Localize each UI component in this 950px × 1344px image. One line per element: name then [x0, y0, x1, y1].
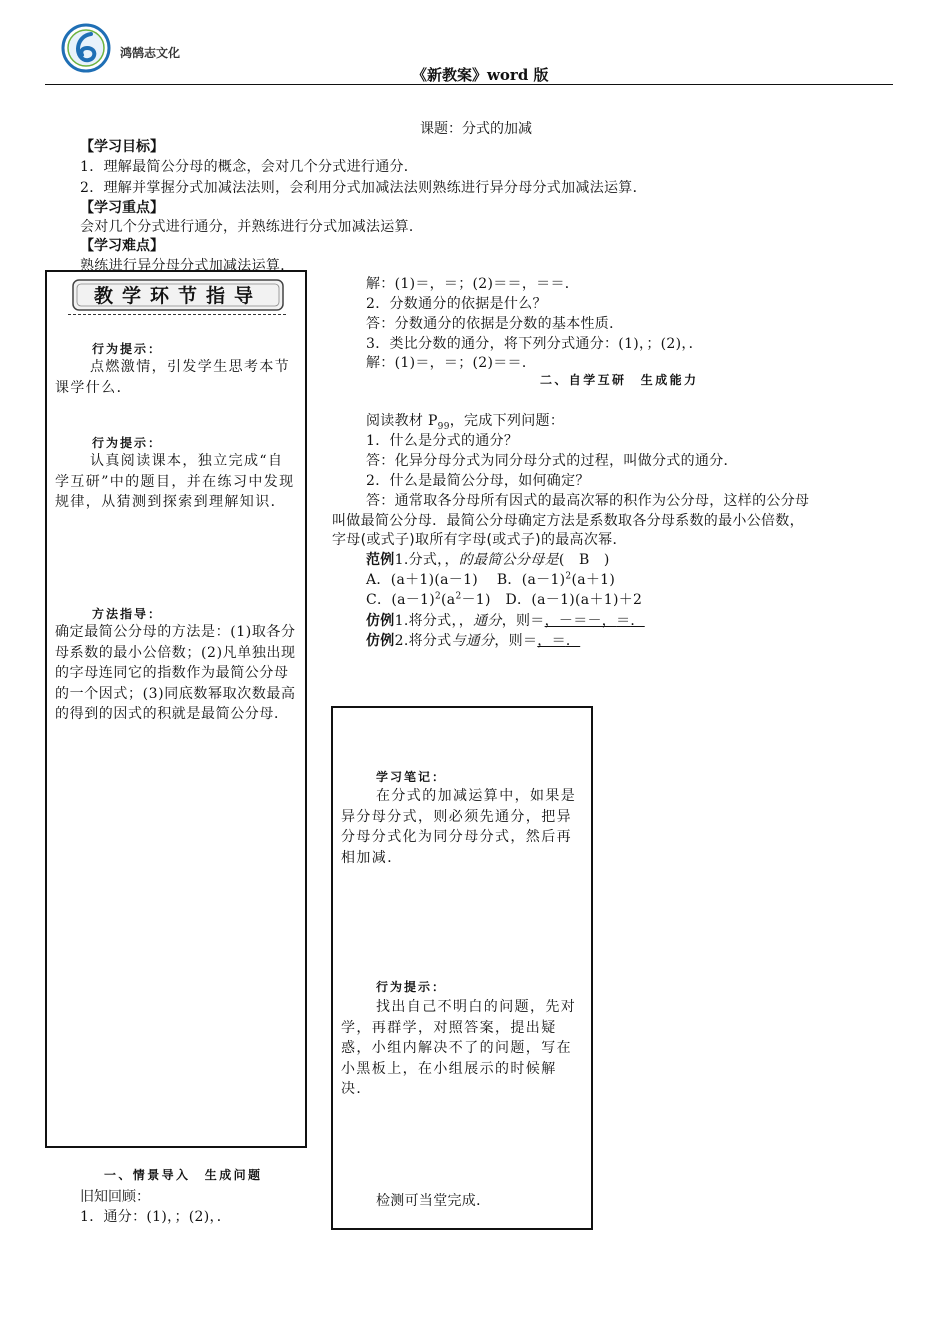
key-heading: 【学习重点】: [80, 200, 164, 216]
tip-heading: 行为提示：: [376, 980, 447, 994]
practice-text: 通分: [473, 613, 502, 629]
section-heading: 一、情景导入 生成问题: [104, 1168, 263, 1182]
method-heading: 方法指导：: [92, 607, 163, 621]
question-text: 2．什么是最简公分母，如何确定？: [366, 473, 590, 489]
practice-line: [366, 610, 645, 630]
option-text: (a: [441, 592, 456, 608]
option-text: (a＋1): [571, 572, 616, 588]
answer-text: 答：化异分母分式为同分母分式的过程，叫做分式的通分．: [366, 453, 738, 469]
banner-divider: [68, 314, 286, 315]
example-line: [366, 549, 610, 569]
practice-blank: －，: [587, 613, 617, 629]
exponent: 2: [565, 571, 572, 582]
option-label: C．: [366, 592, 392, 608]
tip-text: 认真阅读课本，独立完成“自学互研”中的题目，并在练习中发现规律，从猜测到探索到理解知识．: [55, 453, 295, 510]
answer-text: 字母(或式子)取所有字母(或式子)的最高次幂．: [332, 532, 627, 548]
notes-text: 在分式的加减运算中，如果是异分母分式，则必须先通分，把异分母分式化为同分母分式，然后再相加减．: [341, 788, 577, 866]
option-row: [366, 569, 615, 589]
question-text: 1．什么是分式的通分？: [366, 433, 519, 449]
guidance-banner: [72, 278, 284, 312]
answer-text: 解：(1)＝，＝；(2)＝＝，＝＝．: [366, 276, 580, 292]
exponent: 2: [435, 591, 442, 602]
reading-instruction: [366, 410, 564, 432]
practice-label: 仿例: [366, 613, 395, 629]
question-text: 3．类比分数的通分，将下列分式通分：(1)，；(2)，．: [366, 336, 703, 352]
tip-heading: 行为提示：: [92, 342, 163, 356]
practice-blank: ．: [630, 613, 645, 629]
option-text: (a－1): [521, 572, 566, 588]
key-text: 会对几个分式进行通分，并熟练进行分式加减法运算．: [80, 219, 424, 235]
question-text: 2．分数通分的依据是什么？: [366, 296, 547, 312]
goal-item: 1．理解最简公分母的概念，会对几个分式进行通分．: [80, 159, 419, 175]
practice-text: 2.将分式: [394, 633, 452, 649]
practice-blank: ，－＝: [544, 613, 588, 629]
option-text: (a－1)(a＋1)＋2: [531, 592, 643, 608]
lesson-title: 课题：分式的加减: [420, 121, 532, 137]
practice-blank: ，＝: [537, 633, 566, 649]
tip-text: 找出自己不明白的问题，先对学，再群学，对照答案，提出疑惑，小组内解决不了的问题，写在小黑板上，在小组展示的时候解决．: [341, 999, 577, 1097]
difficult-text: 熟练进行异分母分式加减法运算．: [80, 258, 295, 274]
page-number: 99: [437, 421, 450, 432]
tip-text: 点燃激情，引发学生思考本节课学什么．: [55, 359, 291, 396]
study-notes-box: [331, 706, 593, 1230]
header-rule: [45, 84, 893, 85]
document-header-title: 《新教案》word 版: [412, 66, 549, 84]
notes-footer: 检测可当堂完成．: [376, 1193, 491, 1209]
goal-heading: 【学习目标】: [80, 139, 164, 155]
example-label: 范例: [366, 552, 395, 568]
practice-text: 与通分: [451, 633, 495, 649]
notes-heading: 学习笔记：: [376, 770, 447, 784]
practice-text: 1.将分式，，: [394, 613, 474, 629]
difficult-heading: 【学习难点】: [80, 238, 164, 254]
example-text: 1.分式，，: [394, 552, 459, 568]
review-question: 1．通分：(1)，；(2)，．: [80, 1209, 232, 1225]
answer-text: 解：(1)＝，＝；(2)＝＝．: [366, 355, 537, 371]
guidance-banner-label: 教学环节指导: [93, 285, 263, 307]
answer-text: 答：分数通分的依据是分数的基本性质．: [366, 316, 624, 332]
section-heading: 二、自学互研 生成能力: [540, 373, 699, 387]
brand-name: 鸿鹄志文化: [120, 46, 181, 60]
option-label: A．: [366, 572, 391, 588]
exponent: 2: [455, 591, 462, 602]
reading-text: 阅读教材 P: [366, 413, 438, 429]
example-text: 的最简公分母是: [458, 552, 559, 568]
practice-line: [366, 630, 580, 650]
reading-text: ，完成下列问题：: [449, 413, 565, 429]
review-heading: 旧知回顾：: [80, 1189, 150, 1205]
practice-text: ，则＝: [494, 633, 538, 649]
answer-text: 答：通常取各分母所有因式的最高次幂的积作为公分母，这样的公分母: [366, 493, 810, 509]
practice-blank: ．: [565, 633, 581, 649]
option-label: D．: [505, 592, 532, 608]
goal-item: 2．理解并掌握分式加减法法则，会利用分式加减法法则熟练进行异分母分式加减法运算．: [80, 180, 647, 196]
option-text: (a＋1)(a－1): [390, 572, 479, 588]
option-label: B．: [496, 572, 522, 588]
example-answer: ( B ): [558, 552, 610, 568]
method-text: 确定最简公分母的方法是：(1)取各分母系数的最小公倍数；(2)凡单独出现的字母连同它的指数作为最简公分母的一个因式；(3)同底数幂取次数最高的得到的因式的积就是最简公分母．: [55, 624, 296, 722]
brand-logo: [58, 22, 118, 74]
option-text: －1): [461, 592, 491, 608]
practice-text: ，则＝: [501, 613, 545, 629]
option-text: (a－1): [391, 592, 435, 608]
option-row: [366, 589, 642, 609]
answer-text: 叫做最简公分母．最简公分母确定方法是系数取各分母系数的最小公倍数，: [332, 513, 804, 529]
practice-blank: ＝: [616, 613, 631, 629]
tip-heading: 行为提示：: [92, 436, 163, 450]
practice-label: 仿例: [366, 633, 395, 649]
